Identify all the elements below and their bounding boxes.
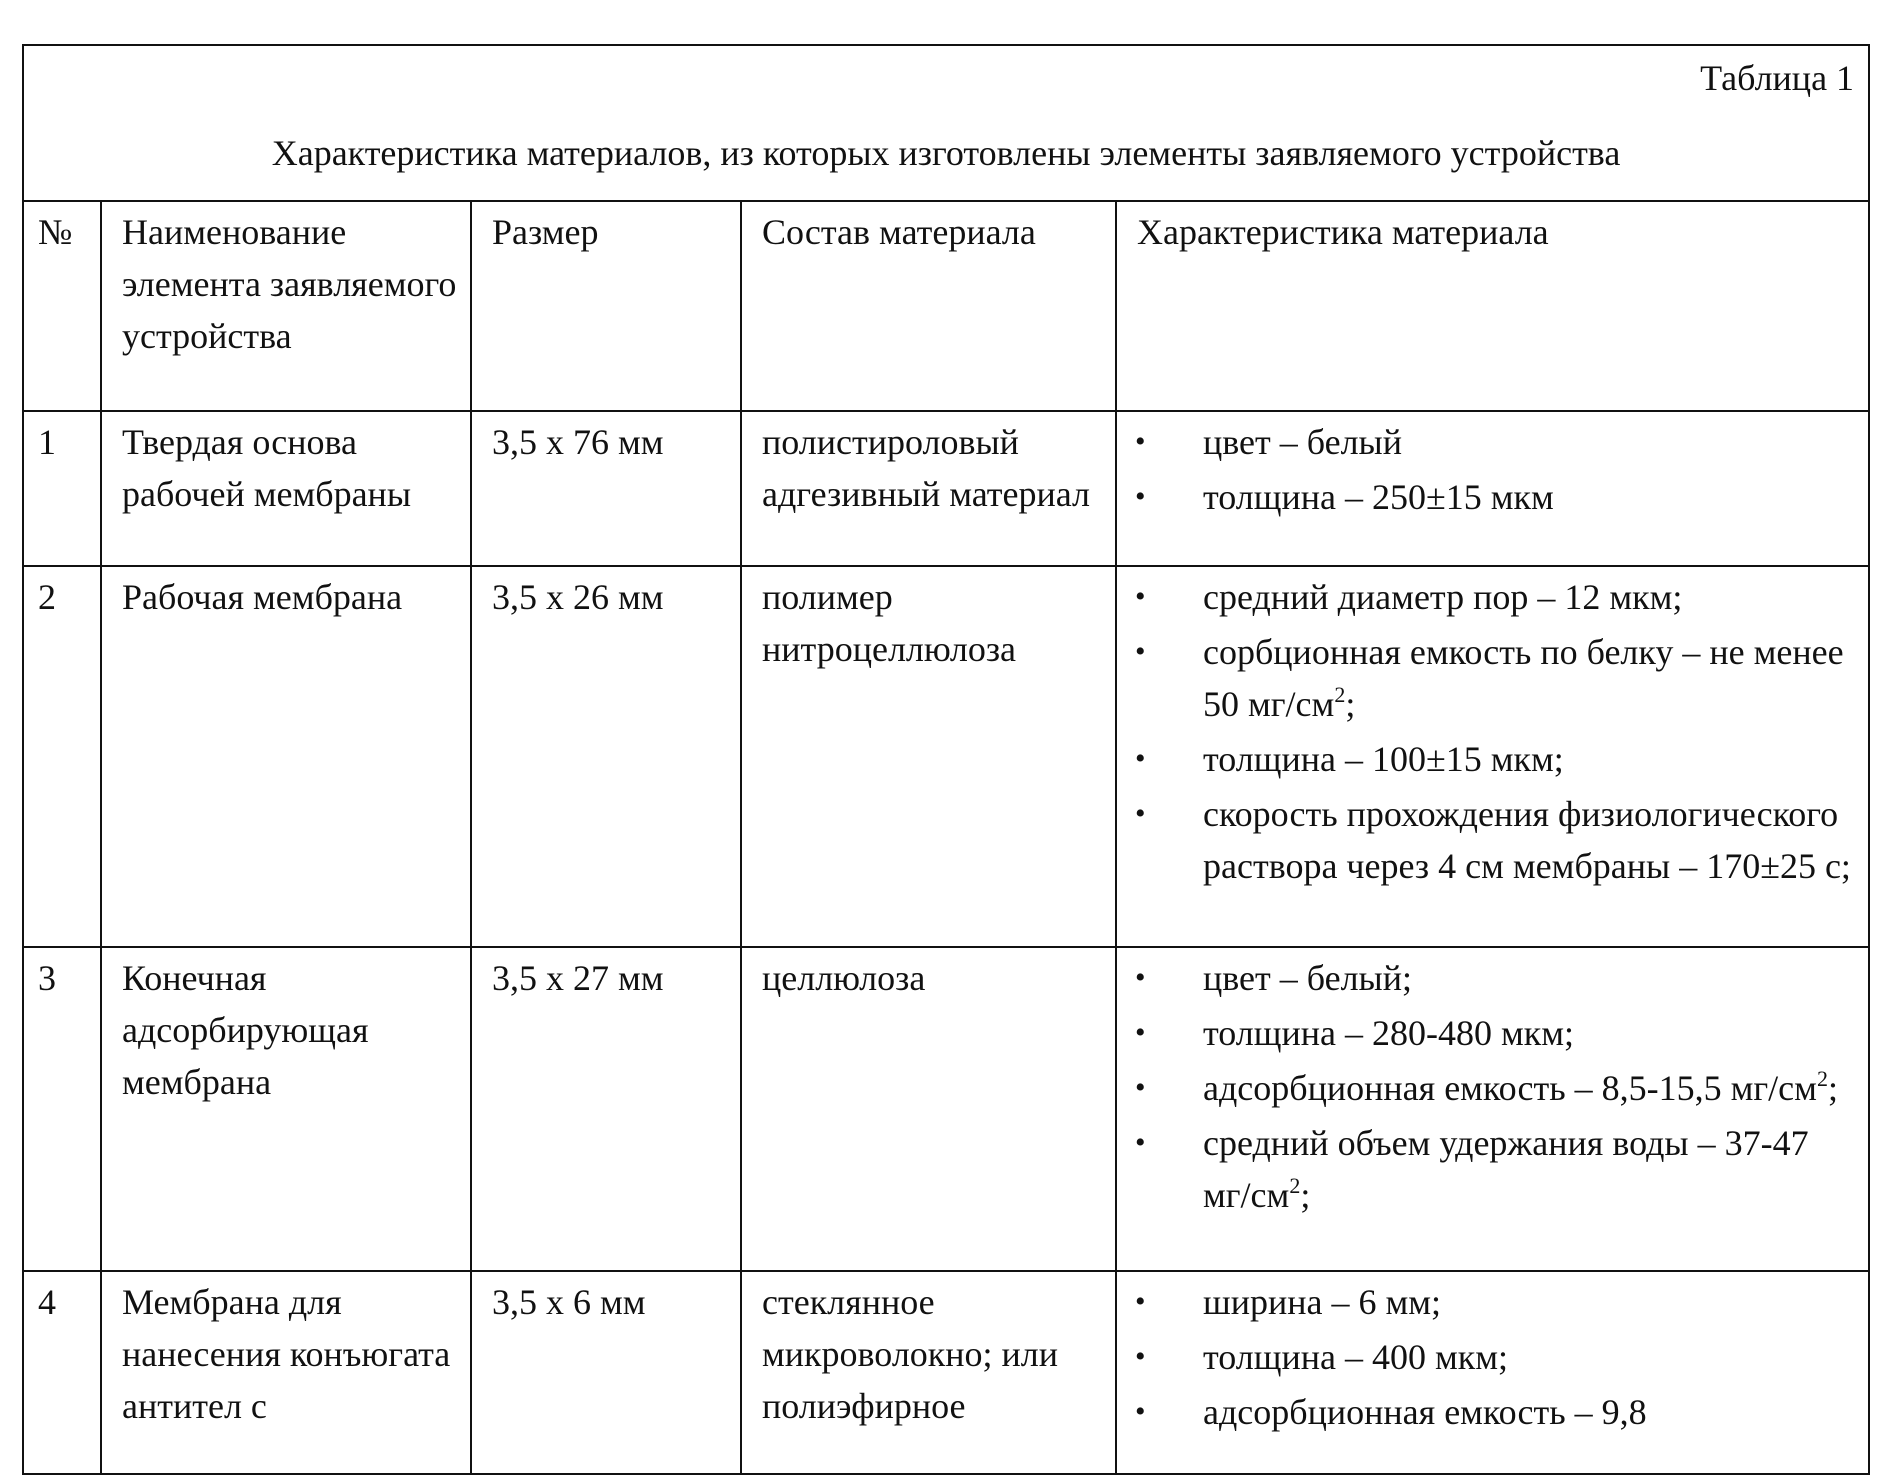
row-characteristics <box>1116 947 1869 1271</box>
property-item: • цвет – белый; <box>1135 952 1860 1004</box>
row-size: 3,5 х 26 мм <box>471 566 741 947</box>
header-composition: Состав материала <box>741 201 1116 411</box>
bullet-icon: • <box>1135 742 1146 775</box>
property-list <box>1117 567 1868 892</box>
table-row <box>23 566 1869 947</box>
property-item: • адсорбционная емкость – 8,5-15,5 $мг/см^2$; <box>1135 1062 1860 1114</box>
bullet-icon: • <box>1135 580 1146 613</box>
row-name: Конечная адсорбирующая мембрана <box>101 947 471 1271</box>
row-composition: целлюлоза <box>741 947 1116 1271</box>
row-characteristics <box>1116 411 1869 566</box>
property-item: • толщина – 280-480 мкм; <box>1135 1007 1860 1059</box>
caption-cell <box>23 45 1869 201</box>
property-item: • толщина – 250±15 мкм <box>1135 471 1860 523</box>
superscript: 2 <box>1334 682 1346 707</box>
property-item: • средний объем удержания воды – 37-47 $мг/см^2$; <box>1135 1117 1860 1221</box>
property-item: • адсорбционная емкость – 9,8 <box>1135 1386 1860 1438</box>
row-num: 4 <box>23 1271 101 1474</box>
bullet-icon: • <box>1135 1395 1146 1428</box>
row-characteristics <box>1116 1271 1869 1474</box>
table-row <box>23 411 1869 566</box>
property-list <box>1117 948 1868 1221</box>
property-list <box>1117 412 1868 523</box>
caption-row <box>23 45 1869 201</box>
row-num: 2 <box>23 566 101 947</box>
property-item: • средний диаметр пор – 12 мкм; <box>1135 571 1860 623</box>
row-name: Мембрана для нанесения конъюгата антител с <box>101 1271 471 1474</box>
bullet-icon: • <box>1135 635 1146 668</box>
row-composition: полистироловый адгезивный материал <box>741 411 1116 566</box>
bullet-icon: • <box>1135 961 1146 994</box>
property-item: • скорость прохождения физиологического раствора через 4 см мембраны – 170±25 с; <box>1135 788 1860 892</box>
row-characteristics <box>1116 566 1869 947</box>
property-list <box>1117 1272 1868 1438</box>
header-name: Наименование элемента заявляемого устройства <box>101 201 471 411</box>
row-composition: полимер нитроцеллюлоза <box>741 566 1116 947</box>
header-row <box>23 201 1869 411</box>
header-characteristics: Характеристика материала <box>1116 201 1869 411</box>
row-composition: стеклянное микроволокно; или полиэфирное <box>741 1271 1116 1474</box>
table-row <box>23 947 1869 1271</box>
bullet-icon: • <box>1135 425 1146 458</box>
property-item: • цвет – белый <box>1135 416 1860 468</box>
row-size: 3,5 х 76 мм <box>471 411 741 566</box>
bullet-icon: • <box>1135 1285 1146 1318</box>
materials-table <box>22 44 1870 1475</box>
bullet-icon: • <box>1135 1071 1146 1104</box>
property-item: • ширина – 6 мм; <box>1135 1276 1860 1328</box>
row-size: 3,5 х 6 мм <box>471 1271 741 1474</box>
header-size: Размер <box>471 201 741 411</box>
row-name: Рабочая мембрана <box>101 566 471 947</box>
property-item: • сорбционная емкость по белку – не менее 50 $мг/см^2$; <box>1135 626 1860 730</box>
table-title: Характеристика материалов, из которых изготовлены элементы заявляемого устройства <box>271 133 1621 173</box>
header-num: № <box>23 201 101 411</box>
table-row <box>23 1271 1869 1474</box>
bullet-icon: • <box>1135 1340 1146 1373</box>
property-item: • толщина – 100±15 мкм; <box>1135 733 1860 785</box>
property-item: • толщина – 400 мкм; <box>1135 1331 1860 1383</box>
row-name: Твердая основа рабочей мембраны <box>101 411 471 566</box>
row-num: 1 <box>23 411 101 566</box>
table-number: Таблица 1 <box>1700 58 1855 98</box>
row-num: 3 <box>23 947 101 1271</box>
superscript: 2 <box>1289 1173 1301 1198</box>
row-size: 3,5 х 27 мм <box>471 947 741 1271</box>
bullet-icon: • <box>1135 1016 1146 1049</box>
bullet-icon: • <box>1135 1126 1146 1159</box>
bullet-icon: • <box>1135 480 1146 513</box>
superscript: 2 <box>1816 1066 1828 1091</box>
bullet-icon: • <box>1135 797 1146 830</box>
